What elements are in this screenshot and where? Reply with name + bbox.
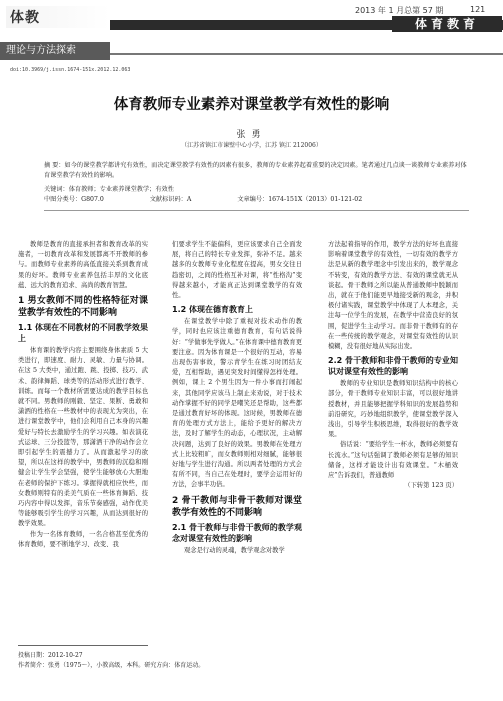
section-2-heading: 2 骨干教师与非骨干教师对课堂教学有效性的不同影响 <box>172 495 302 518</box>
section-1-heading: 1 男女教师不同的性格特征对课堂教学有效性的不同影响 <box>18 296 148 319</box>
classification-line <box>44 194 406 203</box>
issue-info: 2013 年 1 月总第 57 期 <box>355 6 444 15</box>
affiliation: （江苏省镇江市谏壁中心小学，江苏 镇江 212006） <box>181 142 322 149</box>
paragraph: 作为一名体育教师，一名合格甚至优秀的体育教师，要不断地学习、改变、我 <box>18 530 148 548</box>
section-2-1-heading: 2.1 骨干教师与非骨干教师的教学观念对课堂有效性的影响 <box>172 522 302 543</box>
abstract: 摘 要：如今的课堂教学都讲究有效性，而决定课堂教学有效性的因素有很多，教师的专业素养起着重要的决定因素。笔者通过几点谈一谈教师专业素养对体育课堂教学有效性的影响。 <box>44 162 467 179</box>
section-1-1-heading: 1.1 体现在不同教材的不同教学效果上 <box>18 323 148 344</box>
paragraph: 体育课的教学内容主要围绕身体素质 5 大类进行，即速度、耐力、灵敏、力量与协调。在这 5 大类中，通过跑、跳、投掷、技巧、武术、韵律舞蹈、球类等的活动形式进行教学、训练。而每一个教材所需要达成的教学目标也就不同。男教师的刚毅、坚定、果断、勇敢和潇洒的性格在一些教材中的表现尤为突出，在进行课堂教学中，他们会利用自己本身的兴趣爱好与特长去激励学生的学习兴趣。如表演花式运球、三分投篮等，那潇洒干净的动作会立即引起学生的震撼力了。从而激起学习的欲望，所以在这样的教学中，男教师的沉稳和刚健会让学生学会坚强，使学生能够放心大胆地在老师的保护下练习。掌握得就相应快些，而女教师则特有的柔美气质在一些体育舞蹈、技巧内容中得以发挥，音乐节奏感强，动作优美等能够吸引学生的学习兴趣，从而达到很好的教学效果。 <box>18 347 148 528</box>
doc-code: 文献标识码：A <box>149 196 192 203</box>
paragraph: 教师的专业知识是教师知识结构中的核心部分，骨干教师专业知识丰富，可以很好地讲授教材，并且能够把握学科知识的发展趋势和前沿研究，巧妙地组织教学，使课堂教学深入浅出，引导学生积极思维，取得很好的教学效果。 <box>328 380 458 439</box>
column-tag: 理论与方法探索 <box>0 42 110 60</box>
doi: doi:10.3969/j.issn.1674-151x.2012.12.063 <box>10 67 131 73</box>
paragraph: 们要求学生不能偏科，更应该要求自己全面发展，将自己的特长专业发挥，弥补不足。越来越多的女教师专业化程度在提高，男女交往日趋密切，之间的性格互补对课，将“性格沟”变得越来越小，才能真正达到课堂教学的有效性。 <box>172 241 302 300</box>
column-3 <box>328 240 458 491</box>
column-divider <box>110 53 503 55</box>
article-number: 文章编号：1674-151X（2013）01-121-02 <box>237 196 363 203</box>
section-2-2-heading: 2.2 骨干教师和非骨干教师的专业知识对课堂有效性的影响 <box>328 356 458 377</box>
journal-title: 体育教育 <box>392 16 502 32</box>
paragraph: 在课堂教学中除了重视对技术动作的教学，同时也应该注重德育教育，有句话说得好：“学做事先学做人。”在体育课中德育教育更要注意。因为体育课是一个很好的互动，容易出现伤害事故，警示青学生在练习时团结友爱，互相帮助，遇见突发时间懂得怎样处理。例如，课上 2 个男生因为一件小事而打闹起来，其他同学应该马上制止来劝说，对于技术动作掌握不好的同学是嘲笑还是帮助，这些都是通过教育好坏的体现。这时候，男教师在德育的处理方式方法上，能给予更好的解决方法，及时了解学生的动态，心理状况，主动解决问题，达到了良好的效果。男教师在处理方式上比较粗旷，而女教师则相对细腻，能够很好地与学生进行沟通。所以两者处理的方式会有所不同，当自己在处理时，要学会运用好的方法，会事半功倍。 <box>172 318 302 489</box>
author-bio: 作者简介：张勇（1975～），小教高级，本科。研究方向：体育运动。 <box>18 662 205 669</box>
footnote-rule <box>18 645 148 646</box>
column-1 <box>18 240 148 550</box>
paragraph: 观念是行动的灵魂，教学观念对教学 <box>184 546 285 554</box>
article-title: 体育教师专业素养对课堂教学有效性的影响 <box>113 97 390 113</box>
column-2 <box>172 240 302 556</box>
intro-paragraph: 教师是教育的直接承担者和教育改革的实施者，一切教育改革和发展都离不开教师的参与。而教师专业素养的高低直接关系到教育成果的好坏。教师专业素养包括丰厚的文化底蕴、远大的教育追求、高尚的教育智慧。 <box>18 241 148 289</box>
keywords: 关键词：体育教师；专业素养课堂教学；有效性 <box>44 186 174 193</box>
continued-note: （下转第 123 页） <box>404 482 458 490</box>
paragraph: 方法起着指导的作用，教学方法的好坏也直接影响着课堂教学的有效性，一切有效的教学方法是从新的教学理念中引发出来的，教学观念不转变，有效的教学方法、有效的课堂就无从谈起。骨干教师之所以能从普通教师中脱颖而出，就在于他们能更早地接受新的观念，并积极付诸实践，课堂教学中体现了人本理念，关注每一位学生的发展，在教学中营造良好的氛围，促进学生主动学习。而非骨干教师有的存在一些传统的教学观念，对课堂有效性的认识模糊，没有很好地从实际出发。 <box>328 241 458 351</box>
received-date: 投稿日期：2012-10-27 <box>18 652 83 659</box>
paragraph: 俗话说：“要给学生一杯水，教师必须要有长流水。”这句话强调了教师必须有足够的知识储备，这样才能设计出有效课堂。“木桶效应”告诉我们，普通教师 <box>328 441 458 480</box>
logo-text: 体教 <box>10 10 40 26</box>
journal-logo <box>6 6 110 28</box>
clc-number: 中图分类号：G807.0 <box>44 196 104 203</box>
header-rule <box>44 210 469 211</box>
page-number: 121 <box>470 5 486 14</box>
author-name: 张勇 <box>236 130 267 140</box>
section-1-2-heading: 1.2 体现在德育教育上 <box>172 305 253 315</box>
